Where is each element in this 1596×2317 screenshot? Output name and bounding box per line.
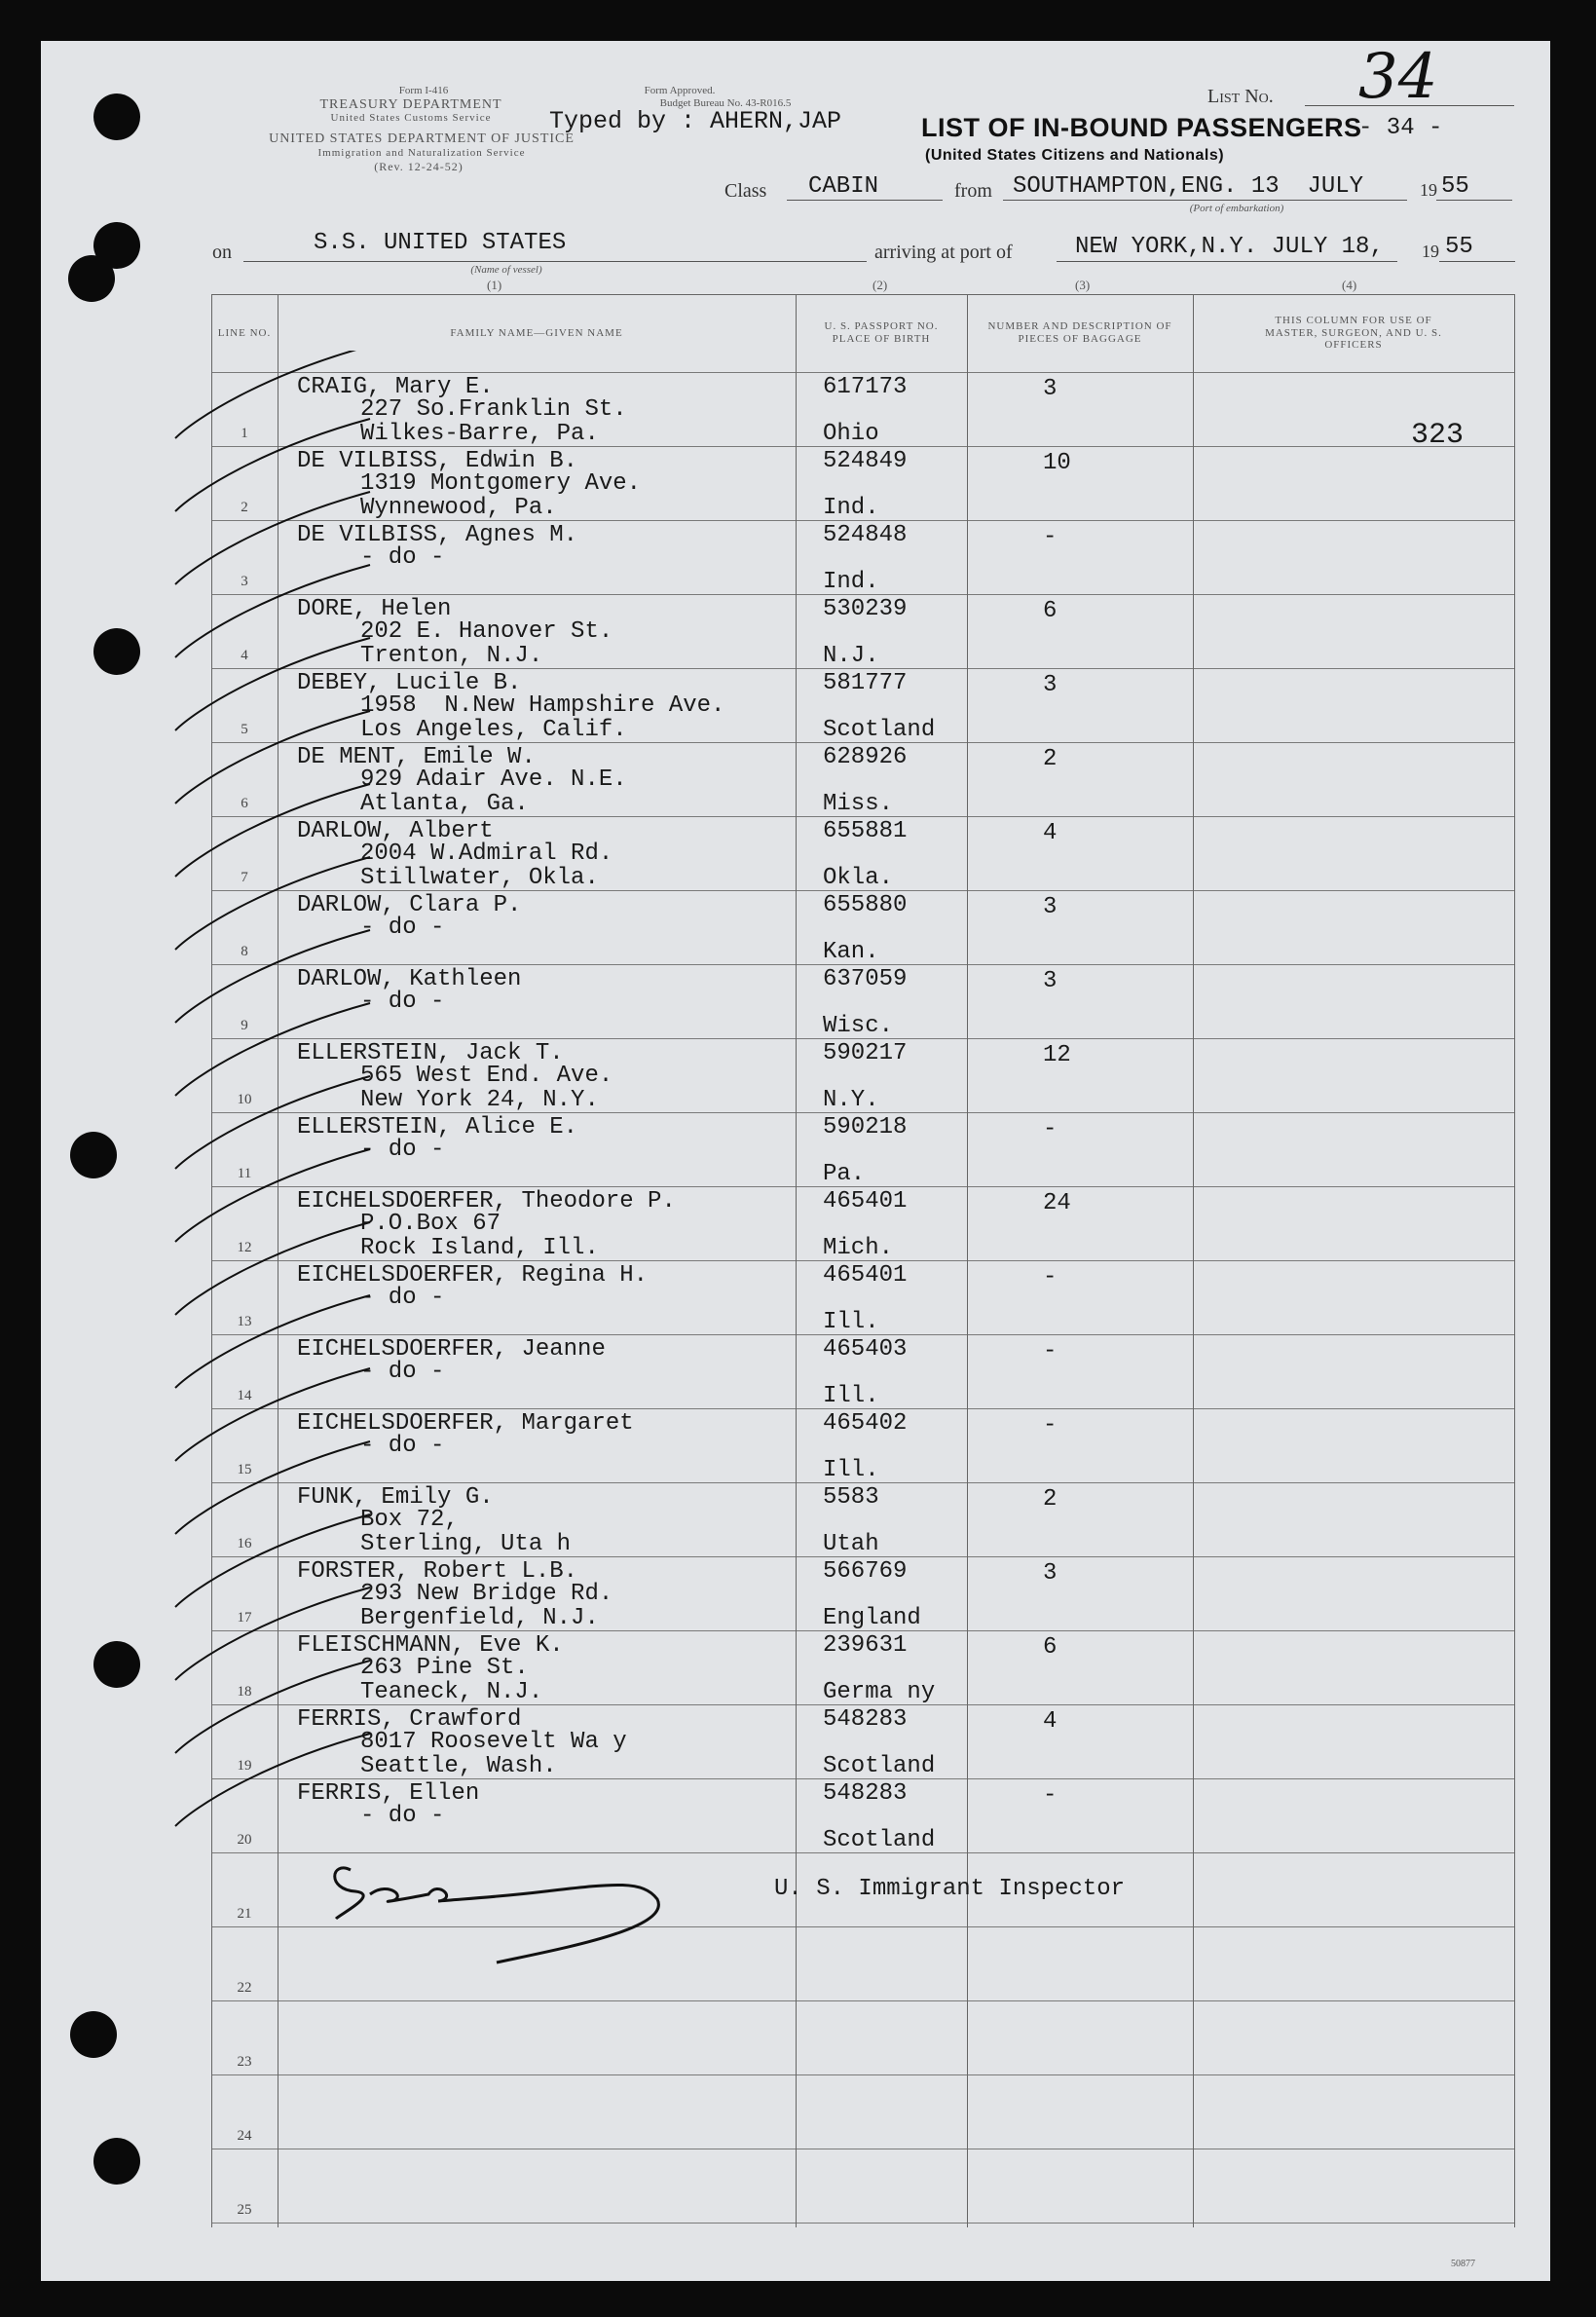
officer-cell bbox=[1193, 1705, 1514, 1779]
passport-number: 465403 bbox=[823, 1336, 908, 1363]
typed-by: Typed by : AHERN,JAP bbox=[549, 107, 842, 135]
baggage-count: 3 bbox=[1043, 672, 1058, 698]
baggage-cell bbox=[967, 1187, 1193, 1261]
passenger-name: EICHELSDOERFER, Regina H. bbox=[297, 1262, 649, 1289]
col-num-1: (1) bbox=[487, 278, 502, 292]
passport-number: 239631 bbox=[823, 1632, 908, 1659]
officer-cell bbox=[1193, 1557, 1514, 1631]
officer-cell bbox=[1193, 1631, 1514, 1705]
passport-cell bbox=[796, 2001, 967, 2075]
place-of-birth: Utah bbox=[823, 1531, 879, 1557]
place-of-birth: Ind. bbox=[823, 495, 879, 521]
baggage-count: 2 bbox=[1043, 746, 1058, 772]
baggage-cell bbox=[967, 1261, 1193, 1335]
check-mark bbox=[175, 1149, 370, 1242]
officer-cell bbox=[1193, 373, 1514, 447]
name-cell bbox=[278, 2075, 796, 2149]
passenger-address-1: - do - bbox=[360, 1359, 445, 1385]
punch-hole bbox=[93, 93, 140, 140]
passenger-address-2: Teaneck, N.J. bbox=[360, 1679, 543, 1705]
passport-cell bbox=[796, 447, 967, 521]
passenger-address-1: 565 West End. Ave. bbox=[360, 1063, 613, 1089]
manifest-title: LIST OF IN-BOUND PASSENGERS bbox=[921, 113, 1362, 142]
form-approved: Form Approved. bbox=[644, 85, 716, 96]
table-row bbox=[211, 2001, 1514, 2075]
col-divider bbox=[967, 294, 968, 2227]
baggage-count: - bbox=[1043, 1338, 1058, 1364]
place-of-birth: Wisc. bbox=[823, 1013, 894, 1039]
justice-department: UNITED STATES DEPARTMENT OF JUSTICE bbox=[269, 131, 575, 146]
passenger-address-1: - do - bbox=[360, 915, 445, 941]
baggage-cell bbox=[967, 1631, 1193, 1705]
passport-number: 530239 bbox=[823, 596, 908, 622]
passenger-name: DARLOW, Clara P. bbox=[297, 892, 522, 918]
on-label: on bbox=[212, 242, 232, 263]
form-number: Form I-416 bbox=[398, 85, 449, 96]
place-of-birth: Scotland bbox=[823, 1753, 936, 1779]
officer-cell bbox=[1193, 1039, 1514, 1113]
passport-number: 548283 bbox=[823, 1706, 908, 1733]
passport-number: 590217 bbox=[823, 1040, 908, 1066]
passenger-name: CRAIG, Mary E. bbox=[297, 374, 494, 400]
place-of-birth: Scotland bbox=[823, 1827, 936, 1853]
place-of-birth: N.Y. bbox=[823, 1087, 879, 1113]
col-divider bbox=[1514, 294, 1515, 2227]
passenger-address-1: - do - bbox=[360, 544, 445, 571]
check-mark bbox=[175, 419, 370, 511]
table-row bbox=[211, 2075, 1514, 2149]
arriving-label: arriving at port of bbox=[874, 242, 1013, 263]
punch-hole bbox=[93, 628, 140, 675]
baggage-count: - bbox=[1043, 1782, 1058, 1809]
class-line bbox=[787, 200, 943, 201]
check-mark bbox=[175, 1368, 370, 1461]
passport-cell bbox=[796, 595, 967, 669]
place-of-birth: Ind. bbox=[823, 569, 879, 595]
passenger-name: DE VILBISS, Agnes M. bbox=[297, 522, 578, 548]
passport-cell bbox=[796, 891, 967, 965]
passenger-name: ELLERSTEIN, Jack T. bbox=[297, 1040, 564, 1066]
officer-cell bbox=[1193, 817, 1514, 891]
passport-number: 637059 bbox=[823, 966, 908, 992]
officer-cell bbox=[1193, 447, 1514, 521]
officer-cell bbox=[1193, 669, 1514, 743]
officer-cell bbox=[1193, 1927, 1514, 2001]
baggage-cell bbox=[967, 669, 1193, 743]
passport-number: 655880 bbox=[823, 892, 908, 918]
check-mark bbox=[175, 1514, 370, 1607]
officer-cell bbox=[1193, 595, 1514, 669]
place-of-birth: N.J. bbox=[823, 643, 879, 669]
punch-hole bbox=[70, 1132, 117, 1178]
baggage-count: - bbox=[1043, 524, 1058, 550]
arrival-year-line bbox=[1439, 261, 1515, 262]
baggage-cell bbox=[967, 1335, 1193, 1409]
baggage-cell bbox=[967, 1483, 1193, 1557]
baggage-count: 3 bbox=[1043, 968, 1058, 994]
passport-cell bbox=[796, 1557, 967, 1631]
passenger-address-2: Wynnewood, Pa. bbox=[360, 495, 557, 521]
passenger-address-1: 263 Pine St. bbox=[360, 1655, 529, 1681]
baggage-count: 6 bbox=[1043, 1634, 1058, 1661]
officer-cell bbox=[1193, 965, 1514, 1039]
from-year: 55 bbox=[1441, 173, 1469, 200]
passenger-name: FERRIS, Ellen bbox=[297, 1780, 480, 1807]
passenger-name: DARLOW, Kathleen bbox=[297, 966, 522, 992]
passenger-address-1: 202 E. Hanover St. bbox=[360, 618, 613, 645]
line-number: 3 bbox=[241, 574, 248, 589]
place-of-birth: Germa ny bbox=[823, 1679, 936, 1705]
passport-number: 524849 bbox=[823, 448, 908, 474]
baggage-count: 3 bbox=[1043, 1560, 1058, 1587]
baggage-count: 6 bbox=[1043, 598, 1058, 624]
passport-cell bbox=[796, 1335, 967, 1409]
passenger-address-1: Box 72, bbox=[360, 1507, 459, 1533]
passenger-address-2: New York 24, N.Y. bbox=[360, 1087, 599, 1113]
vessel-note: (Name of vessel) bbox=[470, 264, 542, 276]
check-mark bbox=[175, 1076, 370, 1169]
passport-cell bbox=[796, 1187, 967, 1261]
passport-cell bbox=[796, 1409, 967, 1483]
baggage-cell bbox=[967, 743, 1193, 817]
officer-cell bbox=[1193, 743, 1514, 817]
name-cell bbox=[278, 2001, 796, 2075]
baggage-cell bbox=[967, 2149, 1193, 2224]
line-number: 9 bbox=[241, 1018, 248, 1033]
ins-service: Immigration and Naturalization Service bbox=[317, 147, 526, 159]
passenger-address-1: 2004 W.Admiral Rd. bbox=[360, 841, 613, 867]
passport-cell bbox=[796, 2149, 967, 2224]
line-number: 10 bbox=[237, 1092, 252, 1107]
officer-cell bbox=[1193, 1853, 1514, 1927]
baggage-count: 24 bbox=[1043, 1190, 1071, 1216]
baggage-count: 3 bbox=[1043, 894, 1058, 920]
from-value: SOUTHAMPTON,ENG. 13 JULY bbox=[1013, 173, 1364, 200]
passport-number: 465401 bbox=[823, 1262, 908, 1289]
passenger-address-1: 8017 Roosevelt Wa y bbox=[360, 1729, 627, 1755]
passenger-address-1: P.O.Box 67 bbox=[360, 1211, 501, 1237]
line-number: 7 bbox=[241, 870, 248, 885]
baggage-count: - bbox=[1043, 1116, 1058, 1142]
arrival-year-prefix: 19 bbox=[1422, 242, 1439, 261]
col-divider bbox=[1193, 294, 1194, 2227]
passport-cell bbox=[796, 1261, 967, 1335]
table-row bbox=[211, 2149, 1514, 2224]
passport-number: 655881 bbox=[823, 818, 908, 844]
baggage-cell bbox=[967, 817, 1193, 891]
check-mark bbox=[175, 857, 370, 950]
passport-cell bbox=[796, 1927, 967, 2001]
header-passport: U. S. PASSPORT NO. PLACE OF BIRTH bbox=[796, 294, 967, 373]
passport-cell bbox=[796, 1705, 967, 1779]
line-number: 1 bbox=[241, 426, 248, 441]
passenger-address-1: - do - bbox=[360, 1285, 445, 1311]
passenger-address-2: Trenton, N.J. bbox=[360, 643, 543, 669]
place-of-birth: Pa. bbox=[823, 1161, 866, 1187]
passport-number: 465401 bbox=[823, 1188, 908, 1215]
passenger-address-1: 293 New Bridge Rd. bbox=[360, 1581, 613, 1607]
class-label: Class bbox=[724, 180, 767, 202]
line-number: 4 bbox=[241, 648, 248, 663]
passenger-address-1: 227 So.Franklin St. bbox=[360, 396, 627, 423]
line-number: 5 bbox=[241, 722, 248, 737]
passenger-name: FUNK, Emily G. bbox=[297, 1484, 494, 1511]
officer-cell bbox=[1193, 1409, 1514, 1483]
passenger-name: EICHELSDOERFER, Theodore P. bbox=[297, 1188, 676, 1215]
passport-cell bbox=[796, 965, 967, 1039]
baggage-cell bbox=[967, 1779, 1193, 1853]
passport-number: 628926 bbox=[823, 744, 908, 770]
form-revision: (Rev. 12-24-52) bbox=[374, 160, 464, 173]
check-mark bbox=[175, 784, 370, 877]
line-number: 17 bbox=[237, 1610, 252, 1626]
passport-cell bbox=[796, 373, 967, 447]
line-number: 21 bbox=[237, 1906, 252, 1922]
margin-number: 323 bbox=[1411, 419, 1465, 452]
header-line-no: LINE NO. bbox=[211, 294, 278, 373]
passport-number: 465402 bbox=[823, 1410, 908, 1437]
check-mark bbox=[175, 1222, 370, 1315]
line-number: 14 bbox=[237, 1388, 252, 1403]
header-name: FAMILY NAME—GIVEN NAME bbox=[278, 294, 796, 373]
line-no-cell bbox=[211, 2075, 278, 2149]
passenger-name: EICHELSDOERFER, Margaret bbox=[297, 1410, 634, 1437]
passport-number: 581777 bbox=[823, 670, 908, 696]
baggage-cell bbox=[967, 1409, 1193, 1483]
officer-cell bbox=[1193, 891, 1514, 965]
officer-cell bbox=[1193, 521, 1514, 595]
col-divider bbox=[796, 294, 797, 2227]
officer-cell bbox=[1193, 1187, 1514, 1261]
baggage-cell bbox=[967, 521, 1193, 595]
passenger-name: FERRIS, Crawford bbox=[297, 1706, 522, 1733]
passport-number: 590218 bbox=[823, 1114, 908, 1140]
place-of-birth: Ill. bbox=[823, 1309, 879, 1335]
check-mark bbox=[175, 492, 370, 584]
list-no-label: List No. bbox=[1207, 86, 1274, 107]
baggage-count: 4 bbox=[1043, 1708, 1058, 1735]
from-line bbox=[1003, 200, 1407, 201]
officer-cell bbox=[1193, 2001, 1514, 2075]
line-number: 24 bbox=[237, 2128, 252, 2144]
passenger-address-1: 1319 Montgomery Ave. bbox=[360, 470, 642, 497]
list-number-typed: - 34 - bbox=[1358, 115, 1443, 141]
passenger-address-2: Atlanta, Ga. bbox=[360, 791, 529, 817]
baggage-count: 3 bbox=[1043, 376, 1058, 402]
punch-hole bbox=[93, 2138, 140, 2185]
passenger-address-1: 1958 N.New Hampshire Ave. bbox=[360, 692, 725, 719]
line-number: 12 bbox=[237, 1240, 252, 1255]
passenger-name: EICHELSDOERFER, Jeanne bbox=[297, 1336, 606, 1363]
place-of-birth: Scotland bbox=[823, 717, 936, 743]
passport-cell bbox=[796, 1779, 967, 1853]
header-officers: THIS COLUMN FOR USE OF MASTER, SURGEON, AND U. S. OFFICERS bbox=[1193, 294, 1514, 373]
punch-hole bbox=[93, 1641, 140, 1688]
baggage-count: - bbox=[1043, 1412, 1058, 1439]
baggage-cell bbox=[967, 2075, 1193, 2149]
passport-cell bbox=[796, 1631, 967, 1705]
place-of-birth: Okla. bbox=[823, 865, 894, 891]
officer-cell bbox=[1193, 1779, 1514, 1853]
arrival-year: 55 bbox=[1445, 234, 1473, 260]
line-no-cell bbox=[211, 1927, 278, 2001]
passenger-name: DE VILBISS, Edwin B. bbox=[297, 448, 578, 474]
place-of-birth: England bbox=[823, 1605, 921, 1631]
line-number: 13 bbox=[237, 1314, 252, 1329]
punch-hole bbox=[70, 2011, 117, 2058]
passport-number: 566769 bbox=[823, 1558, 908, 1585]
baggage-cell bbox=[967, 1557, 1193, 1631]
punch-hole bbox=[68, 255, 115, 302]
col-num-4: (4) bbox=[1342, 278, 1357, 292]
baggage-count: - bbox=[1043, 1264, 1058, 1290]
officer-cell bbox=[1193, 1335, 1514, 1409]
inspector-label: U. S. Immigrant Inspector bbox=[774, 1876, 1126, 1902]
check-mark bbox=[175, 1588, 370, 1680]
place-of-birth: Kan. bbox=[823, 939, 879, 965]
line-no-cell bbox=[211, 2001, 278, 2075]
from-year-prefix: 19 bbox=[1420, 180, 1437, 200]
baggage-count: 4 bbox=[1043, 820, 1058, 846]
passenger-name: DE MENT, Emile W. bbox=[297, 744, 536, 770]
manifest-subtitle: (United States Citizens and Nationals) bbox=[925, 147, 1225, 164]
footer-code: 50877 bbox=[1451, 2259, 1475, 2269]
passenger-address-2: Stillwater, Okla. bbox=[360, 865, 599, 891]
from-year-line bbox=[1436, 200, 1512, 201]
line-number: 20 bbox=[237, 1832, 252, 1848]
passport-cell bbox=[796, 1039, 967, 1113]
passenger-address-1: - do - bbox=[360, 1803, 445, 1829]
baggage-cell bbox=[967, 891, 1193, 965]
customs-service: United States Customs Service bbox=[330, 112, 492, 124]
line-number: 11 bbox=[237, 1166, 252, 1181]
passport-number: 524848 bbox=[823, 522, 908, 548]
budget-bureau: Budget Bureau No. 43-R016.5 bbox=[659, 97, 792, 109]
check-mark bbox=[175, 1661, 370, 1753]
check-mark bbox=[175, 1295, 370, 1388]
passenger-address-2: Wilkes-Barre, Pa. bbox=[360, 421, 599, 447]
place-of-birth: Miss. bbox=[823, 791, 894, 817]
passenger-name: DEBEY, Lucile B. bbox=[297, 670, 522, 696]
passport-cell bbox=[796, 1113, 967, 1187]
check-mark bbox=[175, 638, 370, 730]
baggage-count: 2 bbox=[1043, 1486, 1058, 1513]
baggage-cell bbox=[967, 373, 1193, 447]
line-number: 8 bbox=[241, 944, 248, 959]
header-baggage: NUMBER AND DESCRIPTION OF PIECES OF BAGGAGE bbox=[967, 294, 1193, 373]
passenger-name: DORE, Helen bbox=[297, 596, 452, 622]
officer-cell bbox=[1193, 1261, 1514, 1335]
officer-cell bbox=[1193, 1483, 1514, 1557]
treasury-department: TREASURY DEPARTMENT bbox=[319, 97, 502, 112]
passport-number: 5583 bbox=[823, 1484, 879, 1511]
baggage-cell bbox=[967, 1113, 1193, 1187]
check-marks bbox=[156, 351, 409, 1928]
line-no-cell bbox=[211, 2149, 278, 2224]
passport-cell bbox=[796, 669, 967, 743]
baggage-cell bbox=[967, 595, 1193, 669]
check-mark bbox=[175, 1441, 370, 1534]
check-mark bbox=[175, 1734, 370, 1826]
check-mark bbox=[175, 930, 370, 1023]
passenger-address-2: Seattle, Wash. bbox=[360, 1753, 557, 1779]
passenger-address-1: - do - bbox=[360, 1433, 445, 1459]
baggage-cell bbox=[967, 1039, 1193, 1113]
check-mark bbox=[175, 711, 370, 803]
passenger-address-2: Sterling, Uta h bbox=[360, 1531, 572, 1557]
check-mark bbox=[175, 351, 370, 438]
passport-cell bbox=[796, 743, 967, 817]
name-cell bbox=[278, 2149, 796, 2224]
line-number: 2 bbox=[241, 500, 248, 515]
baggage-cell bbox=[967, 965, 1193, 1039]
baggage-count: 12 bbox=[1043, 1042, 1071, 1068]
passenger-name: FORSTER, Robert L.B. bbox=[297, 1558, 578, 1585]
passport-cell bbox=[796, 2075, 967, 2149]
officer-cell bbox=[1193, 1113, 1514, 1187]
line-number: 18 bbox=[237, 1684, 252, 1700]
passenger-address-1: 929 Adair Ave. N.E. bbox=[360, 766, 627, 793]
passenger-address-2: Bergenfield, N.J. bbox=[360, 1605, 599, 1631]
officer-cell bbox=[1193, 2075, 1514, 2149]
from-label: from bbox=[954, 180, 992, 202]
baggage-count: 10 bbox=[1043, 450, 1071, 476]
place-of-birth: Ill. bbox=[823, 1383, 879, 1409]
line-number: 25 bbox=[237, 2202, 252, 2218]
passport-number: 548283 bbox=[823, 1780, 908, 1807]
line-number: 16 bbox=[237, 1536, 252, 1551]
passenger-address-2: Los Angeles, Calif. bbox=[360, 717, 627, 743]
line-number: 23 bbox=[237, 2054, 252, 2070]
check-mark bbox=[175, 1003, 370, 1096]
baggage-cell bbox=[967, 1705, 1193, 1779]
line-number: 22 bbox=[237, 1980, 252, 1996]
class-value: CABIN bbox=[808, 173, 879, 200]
passport-cell bbox=[796, 1483, 967, 1557]
passenger-name: ELLERSTEIN, Alice E. bbox=[297, 1114, 578, 1140]
arrival-value: NEW YORK,N.Y. JULY 18, bbox=[1075, 234, 1384, 260]
passenger-name: FLEISCHMANN, Eve K. bbox=[297, 1632, 564, 1659]
baggage-cell bbox=[967, 2001, 1193, 2075]
vessel-name: S.S. UNITED STATES bbox=[314, 230, 567, 256]
passenger-address-2: Rock Island, Ill. bbox=[360, 1235, 599, 1261]
passenger-name: DARLOW, Albert bbox=[297, 818, 494, 844]
passport-cell bbox=[796, 521, 967, 595]
line-number: 15 bbox=[237, 1462, 252, 1477]
place-of-birth: Ill. bbox=[823, 1457, 879, 1483]
place-of-birth: Mich. bbox=[823, 1235, 894, 1261]
passenger-address-1: - do - bbox=[360, 989, 445, 1015]
col-num-3: (3) bbox=[1075, 278, 1091, 292]
arrival-line bbox=[1057, 261, 1397, 262]
officer-cell bbox=[1193, 2149, 1514, 2224]
passport-cell bbox=[796, 817, 967, 891]
vessel-line bbox=[243, 261, 867, 262]
port-of-embarkation-note: (Port of embarkation) bbox=[1189, 203, 1284, 214]
line-number: 6 bbox=[241, 796, 248, 811]
list-no-handwritten: 34 bbox=[1358, 41, 1438, 113]
passenger-address-1: - do - bbox=[360, 1137, 445, 1163]
check-mark bbox=[175, 565, 370, 657]
passport-number: 617173 bbox=[823, 374, 908, 400]
place-of-birth: Ohio bbox=[823, 421, 879, 447]
baggage-cell bbox=[967, 1927, 1193, 2001]
col-num-2: (2) bbox=[872, 278, 888, 292]
line-number: 19 bbox=[237, 1758, 252, 1774]
baggage-cell bbox=[967, 447, 1193, 521]
